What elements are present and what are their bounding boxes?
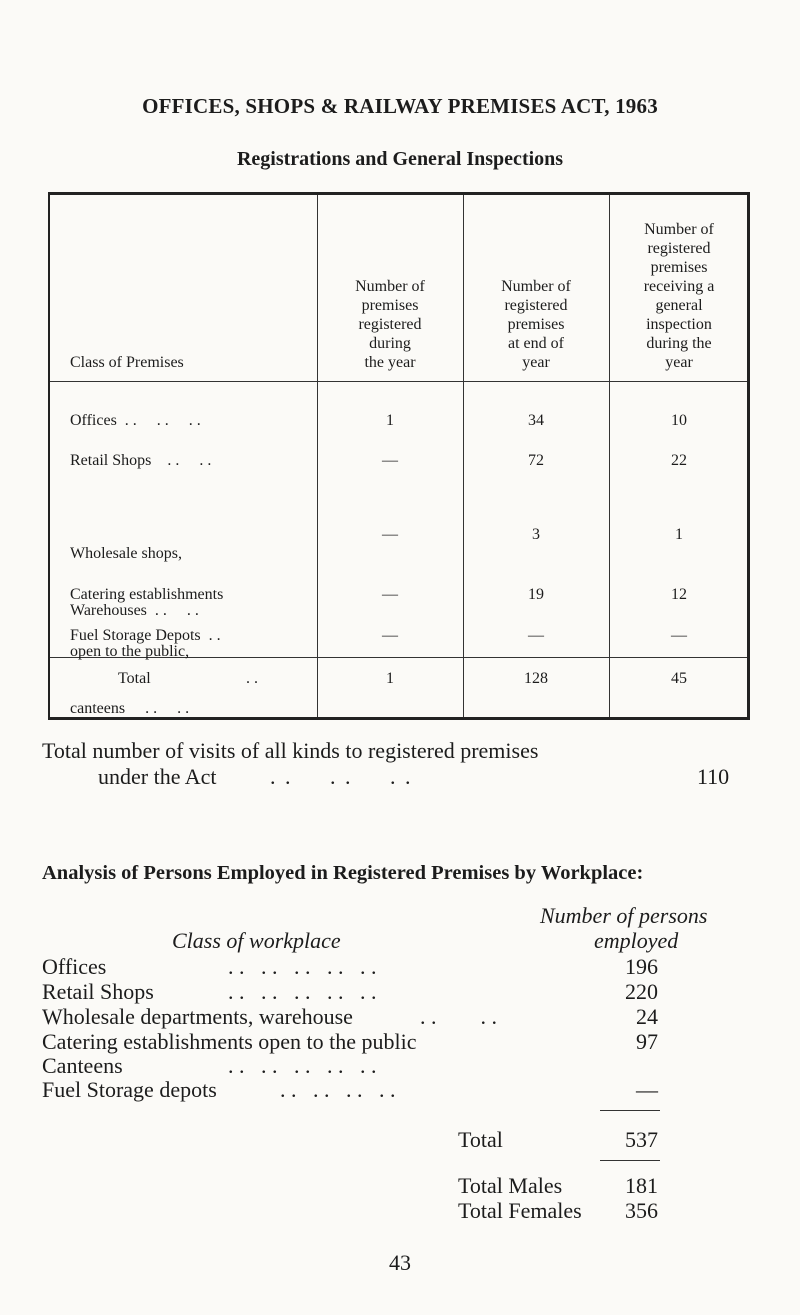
header-line: registered bbox=[358, 316, 422, 333]
row-label-catering bbox=[70, 547, 223, 756]
header-class-of-premises: Class of Premises bbox=[70, 354, 184, 371]
totals-rule bbox=[600, 1160, 660, 1161]
cell-inspected: 12 bbox=[671, 586, 687, 603]
row-value: — bbox=[636, 1077, 658, 1102]
row-dots: . . . . . . . . . . bbox=[228, 954, 377, 979]
analysis-total-value: 537 bbox=[625, 1127, 658, 1152]
analysis-females-value: 356 bbox=[625, 1198, 658, 1223]
cell-end: 3 bbox=[532, 526, 540, 543]
analysis-females-label: Total Females bbox=[458, 1198, 582, 1223]
header-line: inspection bbox=[646, 316, 712, 333]
col-number-heading-2: employed bbox=[594, 928, 679, 953]
row-label: Wholesale departments, warehouse bbox=[42, 1004, 353, 1029]
row-label-offices: Offices . . . . . . bbox=[70, 412, 201, 429]
page-title: OFFICES, SHOPS & RAILWAY PREMISES ACT, 1963 bbox=[142, 94, 658, 118]
visits-dots: . . . . . . bbox=[270, 764, 413, 789]
col-number-heading-1: Number of persons bbox=[540, 903, 708, 928]
visits-value: 110 bbox=[697, 764, 730, 789]
header-line: at end of bbox=[508, 335, 564, 352]
analysis-males-value: 181 bbox=[625, 1173, 658, 1198]
analysis-row-catering bbox=[42, 1030, 417, 1054]
analysis-row-retail bbox=[42, 980, 154, 1004]
row-label-fuel-storage: Fuel Storage Depots . . bbox=[70, 627, 221, 644]
header-line: registered bbox=[647, 240, 711, 257]
row-label: Retail Shops bbox=[42, 979, 154, 1004]
header-line: general bbox=[655, 297, 703, 314]
header-divider bbox=[50, 381, 747, 382]
cell-during: — bbox=[382, 526, 398, 543]
header-registered-during-year bbox=[317, 277, 463, 372]
cell-during: — bbox=[382, 586, 398, 603]
header-line: year bbox=[522, 354, 550, 371]
header-line: receiving a bbox=[643, 278, 715, 295]
header-registered-end-of-year bbox=[463, 277, 609, 372]
header-line: during bbox=[369, 335, 411, 352]
row-value: 24 bbox=[636, 1004, 658, 1029]
analysis-row-canteens bbox=[42, 1054, 123, 1078]
cell-end: 72 bbox=[528, 452, 544, 469]
row-label-line: Wholesale shops, bbox=[70, 545, 182, 562]
header-line: premises bbox=[361, 297, 419, 314]
header-line: premises bbox=[507, 316, 565, 333]
row-label: Fuel Storage depots bbox=[42, 1077, 217, 1102]
cell-end: 34 bbox=[528, 412, 544, 429]
page-subtitle: Registrations and General Inspections bbox=[236, 148, 564, 170]
visits-line-1: Total number of visits of all kinds to registered premises bbox=[42, 738, 539, 763]
row-value: 97 bbox=[636, 1029, 658, 1054]
analysis-males-label: Total Males bbox=[458, 1173, 563, 1198]
total-label: Total bbox=[118, 670, 151, 687]
header-line: Number of bbox=[644, 221, 714, 238]
analysis-total-label: Total bbox=[458, 1127, 503, 1152]
cell-end: — bbox=[528, 627, 544, 644]
header-line: Number of bbox=[355, 278, 425, 295]
page-number: 43 bbox=[389, 1250, 411, 1275]
row-label-line: canteens . . . . bbox=[70, 700, 190, 717]
total-inspected: 45 bbox=[671, 670, 687, 687]
header-general-inspection bbox=[609, 220, 749, 372]
cell-inspected: 22 bbox=[671, 452, 687, 469]
row-label: Offices bbox=[42, 954, 107, 979]
row-value: 196 bbox=[625, 954, 658, 979]
row-value: 220 bbox=[625, 979, 658, 1004]
analysis-row-fuel-storage bbox=[42, 1078, 217, 1102]
analysis-heading: Analysis of Persons Employed in Registered Premises by Workplace: bbox=[42, 862, 644, 884]
row-label-line: Warehouses . . . . bbox=[70, 602, 199, 619]
row-label-line: open to the public, bbox=[70, 643, 190, 660]
analysis-row-offices bbox=[42, 955, 106, 979]
cell-inspected: — bbox=[671, 627, 687, 644]
header-line: during the bbox=[646, 335, 712, 352]
cell-inspected: 10 bbox=[671, 412, 687, 429]
header-line: registered bbox=[504, 297, 568, 314]
row-dots: . . . . bbox=[420, 1004, 497, 1029]
row-label: Catering establishments open to the public bbox=[42, 1029, 417, 1054]
total-during: 1 bbox=[386, 670, 394, 687]
row-dots: . . . . . . . . . . bbox=[228, 979, 377, 1004]
row-label: Canteens bbox=[42, 1053, 123, 1078]
cell-during: — bbox=[382, 627, 398, 644]
header-line: Number of bbox=[501, 278, 571, 295]
cell-during: — bbox=[382, 452, 398, 469]
col-class-heading: Class of workplace bbox=[172, 928, 341, 953]
header-line: the year bbox=[364, 354, 416, 371]
cell-during: 1 bbox=[386, 412, 394, 429]
header-line: year bbox=[665, 354, 693, 371]
total-end: 128 bbox=[524, 670, 548, 687]
row-label-retail-shops: Retail Shops . . . . bbox=[70, 452, 212, 469]
row-label-line: Catering establishments bbox=[70, 586, 224, 603]
total-dots: . . bbox=[246, 670, 258, 687]
visits-line-2: under the Act bbox=[98, 764, 217, 789]
cell-end: 19 bbox=[528, 586, 544, 603]
row-dots: . . . . . . . . . . bbox=[228, 1053, 377, 1078]
cell-inspected: 1 bbox=[675, 526, 683, 543]
registrations-table bbox=[48, 192, 750, 720]
header-line: premises bbox=[650, 259, 708, 276]
total-rule bbox=[600, 1110, 660, 1111]
row-dots: . . . . . . . . bbox=[280, 1077, 396, 1102]
analysis-row-wholesale bbox=[42, 1005, 353, 1029]
